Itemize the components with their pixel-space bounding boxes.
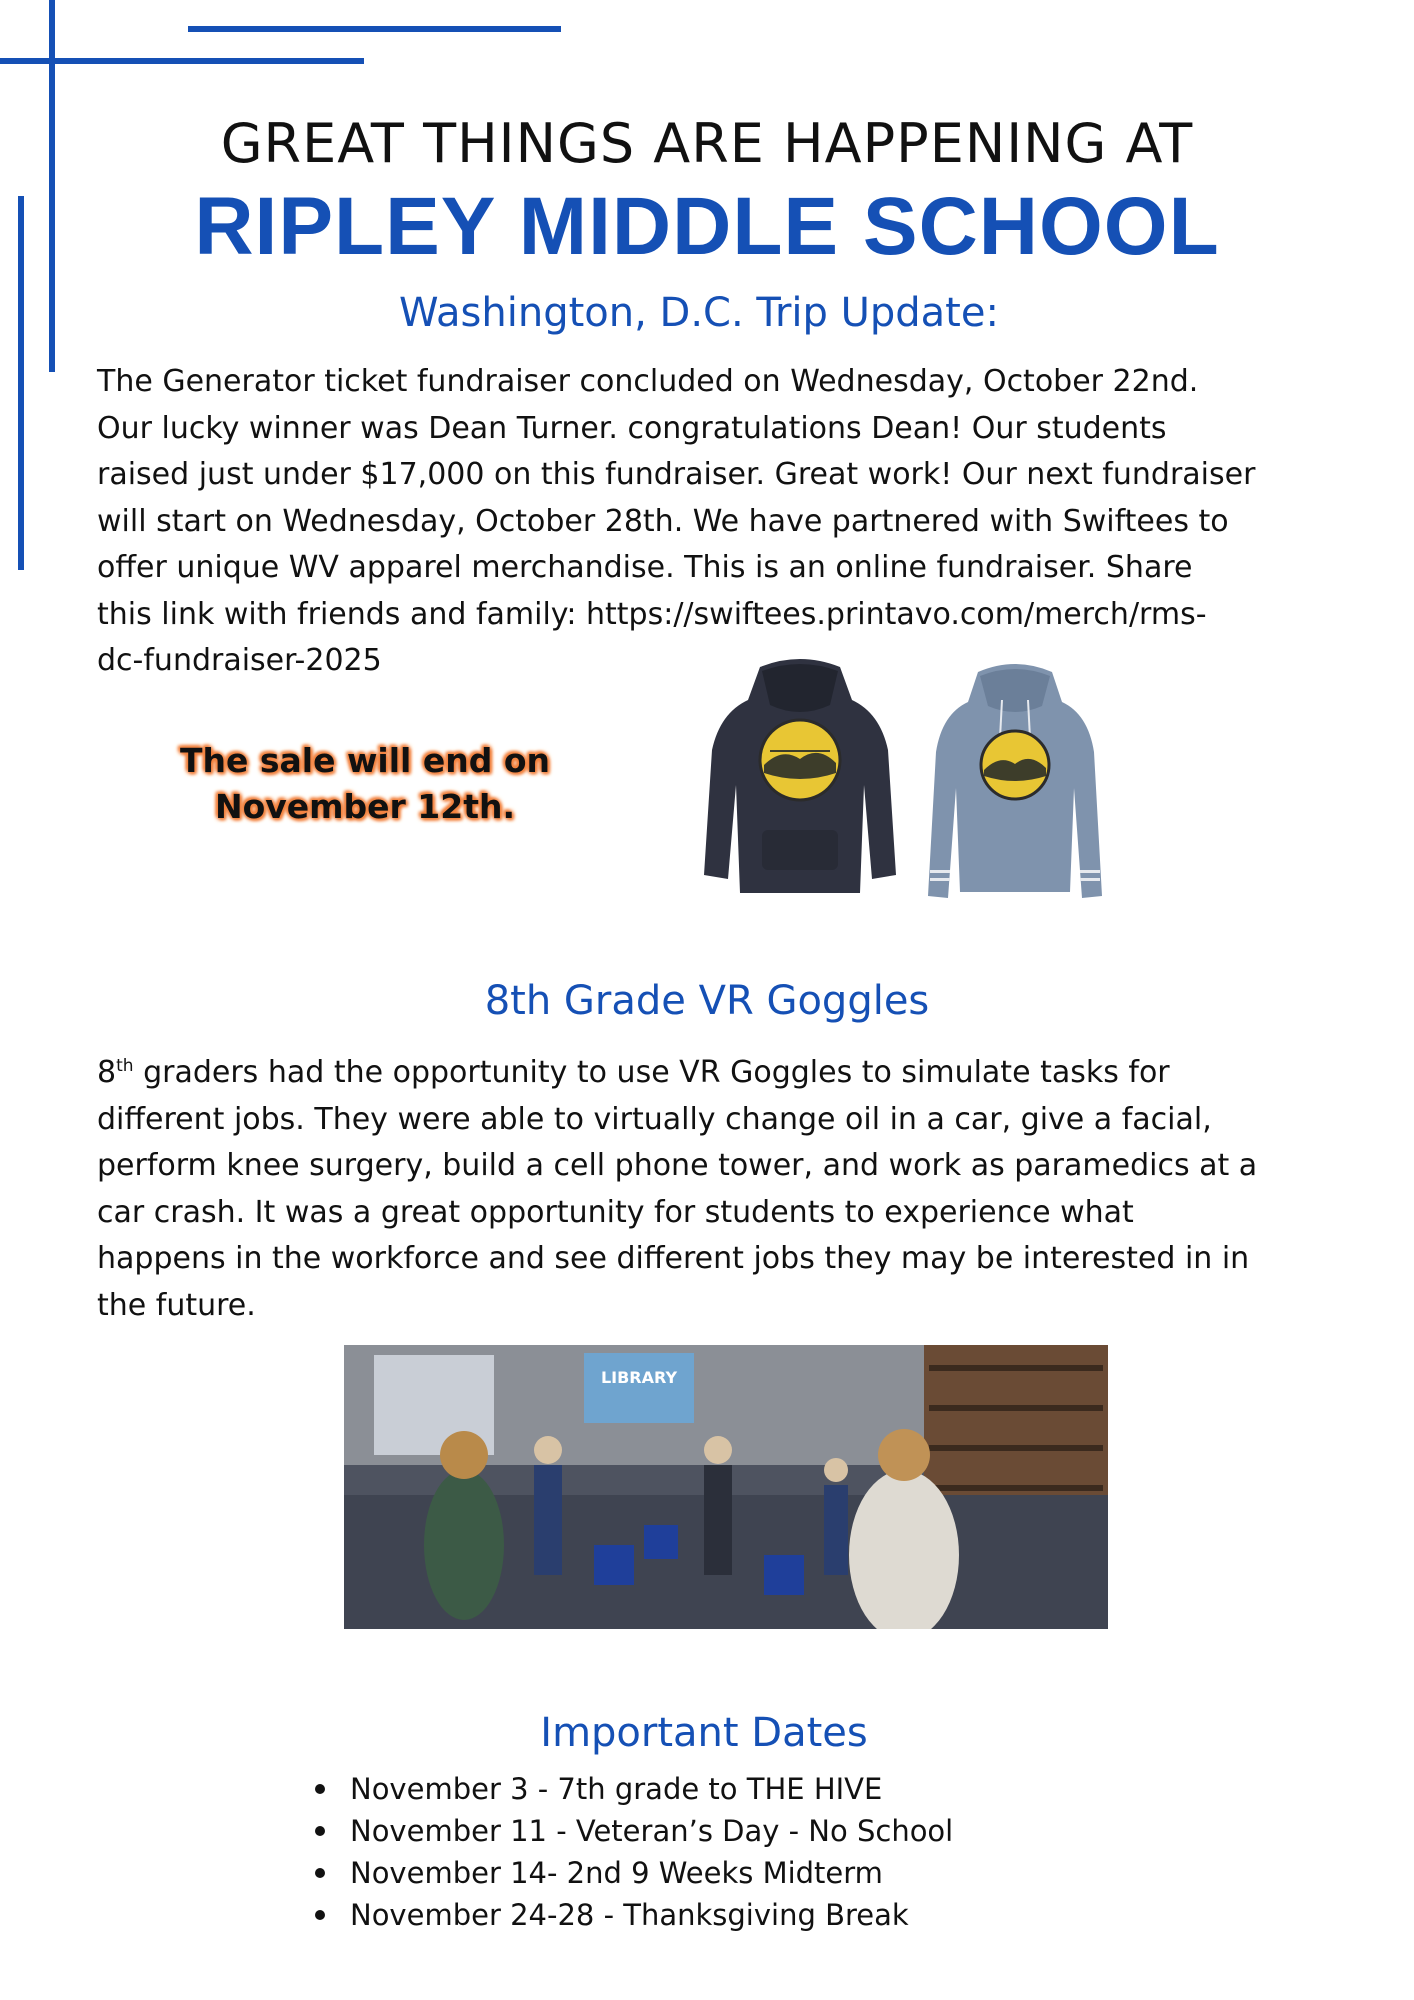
decorative-line-top [188,26,561,32]
navy-hoodie-image [700,655,900,905]
dc-trip-line: Our lucky winner was Dean Turner. congratulations Dean! Our students [97,410,1167,446]
vr-title: 8th Grade VR Goggles [484,978,930,1024]
list-item [305,1810,953,1852]
vr-classroom-photo [344,1345,1108,1629]
vr-grade-suffix: th [116,1056,134,1076]
vr-paragraph [97,1043,1342,1329]
bullet-icon [315,1910,325,1920]
vr-line: different jobs. They were able to virtually change oil in a car, give a facial, [97,1101,1212,1137]
date-item-text: November 14- 2nd 9 Weeks Midterm [350,1856,883,1890]
date-item-text: November 3 - 7th grade to THE HIVE [350,1772,883,1806]
sale-end-line-2: November 12th. [214,787,516,826]
sale-end-line-1: The sale will end on [179,741,551,780]
bullet-icon [315,1868,325,1878]
vr-line-first-rest: graders had the opportunity to use VR Goggles to simulate tasks for [133,1055,1170,1090]
bullet-icon [315,1826,325,1836]
date-item-text: November 24-28 - Thanksgiving Break [350,1898,909,1932]
school-name: RIPLEY MIDDLE SCHOOL [194,181,1220,272]
vr-line: the future. [97,1287,256,1323]
dates-list [305,1768,953,1936]
list-item [305,1852,953,1894]
dc-trip-line: this link with friends and family: https://swiftees.printavo.com/merch/rms- [97,596,1207,632]
dc-trip-line: raised just under $17,000 on this fundraiser. Great work! Our next fundraiser [97,457,1256,492]
vr-line-first [97,1043,1342,1097]
vr-line: happens in the workforce and see different jobs they may be interested in in [97,1241,1250,1276]
dc-trip-line: dc-fundraiser-2025 [97,643,382,678]
blue-hoodie-image [920,660,1110,910]
bullet-icon [315,1784,325,1794]
list-item [305,1894,953,1936]
dc-trip-paragraph [97,359,1342,685]
dc-trip-line: offer unique WV apparel merchandise. This is an online fundraiser. Share [97,550,1193,585]
headline-top: GREAT THINGS ARE HAPPENING AT [220,112,1194,175]
dc-trip-line: will start on Wednesday, October 28th. We have partnered with Swiftees to [97,503,1229,539]
date-item-text: November 11 - Veteran’s Day - No School [350,1814,954,1848]
sale-end-notice [155,738,575,830]
vr-grade-number: 8 [97,1055,117,1090]
dc-trip-title: Washington, D.C. Trip Update: [399,290,999,336]
library-sign-text: LIBRARY [600,1368,678,1387]
dc-trip-line: The Generator ticket fundraiser concluded on Wednesday, October 22nd. [97,364,1199,399]
dates-title: Important Dates [540,1710,868,1756]
vr-line: car crash. It was a great opportunity for students to experience what [97,1194,1134,1230]
vr-classroom-illustration [344,1345,1108,1629]
list-item [305,1768,953,1810]
vr-line: perform knee surgery, build a cell phone tower, and work as paramedics at a [97,1148,1258,1183]
